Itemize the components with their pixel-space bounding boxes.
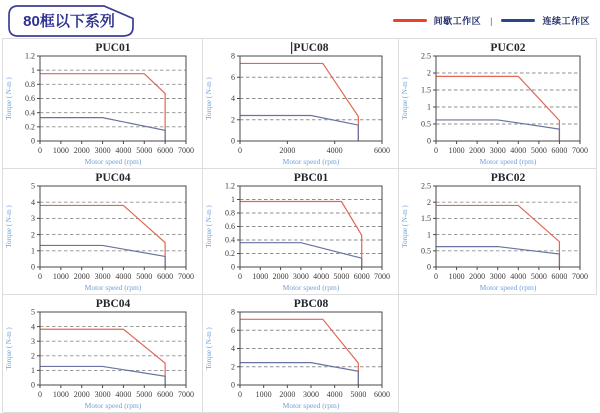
x-tick-label: 6000: [374, 390, 390, 399]
x-tick-label: 4000: [115, 272, 132, 281]
y-tick-label: 1: [427, 102, 431, 112]
x-tick-label: 6000: [157, 272, 174, 281]
chart-cell-PUC02: [399, 39, 597, 169]
legend: [393, 14, 590, 27]
y-tick-label: 2: [427, 197, 431, 207]
text-cursor: [291, 42, 292, 54]
y-tick-label: 3: [31, 336, 35, 346]
x-tick-label: 0: [38, 272, 42, 281]
x-tick-label: 7000: [178, 390, 194, 399]
y-tick-label: 0.6: [225, 222, 235, 232]
charts-grid: [2, 38, 597, 412]
y-tick-label: 2: [31, 351, 35, 361]
x-tick-label: 6000: [551, 146, 568, 155]
intermittent-zone-line: [436, 76, 559, 141]
empty-cell: [399, 295, 597, 413]
intermittent-zone-line: [240, 63, 358, 141]
torque-speed-chart-PBC08: [203, 295, 398, 412]
legend-label-intermittent: 间歇工作区: [433, 16, 482, 26]
x-axis-label: Motor speed (rpm): [479, 157, 537, 166]
y-tick-label: 3: [31, 214, 35, 224]
torque-speed-chart-PUC02: [399, 39, 596, 168]
chart-title: PUC04: [95, 172, 131, 184]
x-tick-label: 0: [434, 146, 438, 155]
y-tick-label: 4: [31, 197, 35, 207]
x-tick-label: 0: [38, 146, 42, 155]
x-tick-label: 3000: [489, 272, 506, 281]
x-tick-label: 5000: [530, 272, 547, 281]
intermittent-zone-line: [40, 74, 165, 141]
continuous-zone-line: [40, 366, 165, 385]
x-tick-label: 3000: [94, 390, 111, 399]
chart-title: PBC01: [293, 172, 329, 184]
intermittent-zone-line: [240, 202, 362, 267]
y-axis-label: Torque ( N-m ): [401, 77, 409, 120]
y-tick-label: 0.6: [25, 94, 35, 104]
y-axis-label: Torque ( N-m ): [5, 77, 13, 120]
x-tick-label: 2000: [73, 146, 90, 155]
series-badge: [7, 4, 135, 38]
x-tick-label: 5000: [333, 272, 350, 281]
y-tick-label: 2.5: [421, 51, 431, 61]
x-tick-label: 4000: [510, 272, 527, 281]
legend-line-intermittent-icon: [393, 19, 427, 22]
y-tick-label: 0: [427, 262, 431, 272]
y-tick-label: 1: [427, 230, 431, 240]
plot-border: [40, 312, 186, 385]
y-axis-label: Torque ( N-m ): [5, 205, 13, 248]
x-tick-label: 3000: [303, 390, 319, 399]
legend-separator: |: [490, 15, 493, 26]
chart-title: PUC01: [95, 42, 131, 54]
y-tick-label: 1: [31, 366, 35, 376]
y-axis-label: Torque ( N-m ): [5, 327, 13, 370]
x-axis-label: Motor speed (rpm): [84, 283, 142, 292]
badge-label: 80框以下系列: [23, 13, 115, 30]
x-tick-label: 1000: [52, 146, 69, 155]
x-tick-label: 6000: [353, 272, 370, 281]
y-tick-label: 0: [231, 380, 235, 390]
plot-border: [436, 56, 580, 141]
x-tick-label: 3000: [94, 146, 111, 155]
x-tick-label: 2000: [272, 272, 289, 281]
continuous-zone-line: [240, 363, 358, 385]
y-tick-label: 8: [231, 307, 235, 317]
y-tick-label: 6: [231, 325, 235, 335]
x-tick-label: 3000: [489, 146, 506, 155]
x-tick-label: 5000: [136, 390, 153, 399]
chart-cell-PBC02: [399, 169, 597, 295]
x-tick-label: 5000: [350, 390, 367, 399]
x-axis-label: Motor speed (rpm): [282, 401, 340, 410]
y-tick-label: 1: [231, 195, 235, 205]
y-axis-label: Torque ( N-m ): [205, 77, 213, 120]
y-tick-label: 2: [231, 362, 235, 372]
x-tick-label: 0: [38, 390, 42, 399]
y-tick-label: 0: [231, 136, 235, 146]
chart-title: PBC02: [490, 172, 526, 184]
continuous-zone-line: [436, 247, 559, 267]
y-tick-label: 1: [31, 246, 35, 256]
torque-speed-chart-PBC01: [203, 169, 398, 294]
chart-title: PUC08: [293, 42, 329, 54]
x-tick-label: 1000: [52, 272, 69, 281]
x-tick-label: 0: [238, 272, 242, 281]
x-axis-label: Motor speed (rpm): [479, 283, 537, 292]
x-tick-label: 4000: [326, 390, 343, 399]
torque-speed-chart-PBC04: [3, 295, 202, 412]
x-tick-label: 5000: [136, 272, 153, 281]
x-tick-label: 3000: [94, 272, 111, 281]
x-tick-label: 7000: [572, 146, 588, 155]
intermittent-zone-line: [240, 319, 358, 385]
y-tick-label: 4: [231, 94, 235, 104]
plot-border: [40, 186, 186, 267]
y-tick-label: 0.8: [25, 80, 35, 90]
y-tick-label: 1.5: [421, 214, 431, 224]
x-tick-label: 0: [434, 272, 438, 281]
continuous-zone-line: [436, 120, 559, 141]
y-tick-label: 1: [31, 65, 35, 75]
x-axis-label: Motor speed (rpm): [84, 401, 142, 410]
y-tick-label: 2.5: [421, 181, 431, 191]
x-tick-label: 6000: [157, 390, 174, 399]
x-tick-label: 2000: [279, 146, 296, 155]
y-tick-label: 0.8: [225, 208, 235, 218]
x-axis-label: Motor speed (rpm): [84, 157, 142, 166]
x-tick-label: 4000: [313, 272, 330, 281]
torque-speed-chart-PUC01: [3, 39, 202, 168]
x-tick-label: 4000: [115, 390, 132, 399]
x-tick-label: 3000: [292, 272, 309, 281]
intermittent-zone-line: [40, 205, 165, 267]
x-tick-label: 0: [238, 146, 242, 155]
x-tick-label: 6000: [157, 146, 174, 155]
x-axis-label: Motor speed (rpm): [282, 283, 340, 292]
legend-line-continuous-icon: [501, 19, 535, 22]
chart-cell-PUC08: [203, 39, 399, 169]
x-tick-label: 7000: [178, 146, 194, 155]
y-tick-label: 0: [31, 380, 35, 390]
x-tick-label: 6000: [374, 146, 390, 155]
y-tick-label: 0.5: [421, 246, 431, 256]
y-tick-label: 5: [31, 307, 35, 317]
chart-cell-PUC01: [3, 39, 203, 169]
y-tick-label: 8: [231, 51, 235, 61]
y-tick-label: 0.4: [25, 108, 35, 118]
intermittent-zone-line: [40, 329, 165, 385]
y-tick-label: 4: [31, 322, 35, 332]
x-tick-label: 1000: [448, 272, 465, 281]
torque-speed-chart-PUC08: [203, 39, 398, 168]
y-axis-label: Torque ( N-m ): [401, 205, 409, 248]
y-axis-label: Torque ( N-m ): [205, 205, 213, 248]
x-tick-label: 5000: [136, 146, 153, 155]
plot-border: [436, 186, 580, 267]
x-axis-label: Motor speed (rpm): [282, 157, 340, 166]
chart-cell-PBC08: [203, 295, 399, 413]
y-tick-label: 1.2: [25, 51, 35, 61]
y-tick-label: 0: [31, 262, 35, 272]
x-tick-label: 7000: [374, 272, 390, 281]
y-tick-label: 2: [231, 115, 235, 125]
y-tick-label: 2: [427, 68, 431, 78]
x-tick-label: 6000: [551, 272, 568, 281]
x-tick-label: 5000: [530, 146, 547, 155]
chart-title: PBC04: [95, 298, 131, 310]
y-tick-label: 6: [231, 72, 235, 82]
x-tick-label: 1000: [448, 146, 465, 155]
y-tick-label: 0.2: [225, 249, 235, 259]
y-tick-label: 0.2: [25, 122, 35, 132]
chart-cell-PUC04: [3, 169, 203, 295]
y-tick-label: 1.2: [225, 181, 235, 191]
legend-label-continuous: 连续工作区: [542, 16, 590, 26]
chart-title: PUC02: [490, 42, 526, 54]
continuous-zone-line: [40, 118, 165, 141]
y-tick-label: 0: [427, 136, 431, 146]
x-tick-label: 1000: [252, 272, 269, 281]
x-tick-label: 0: [238, 390, 242, 399]
y-tick-label: 0: [31, 136, 35, 146]
x-tick-label: 7000: [178, 272, 194, 281]
y-tick-label: 0.5: [421, 119, 431, 129]
continuous-zone-line: [240, 243, 362, 267]
continuous-zone-line: [40, 245, 165, 267]
x-tick-label: 4000: [510, 146, 527, 155]
chart-cell-PBC01: [203, 169, 399, 295]
y-tick-label: 4: [231, 344, 235, 354]
x-tick-label: 4000: [115, 146, 132, 155]
header: [0, 0, 600, 38]
y-tick-label: 1.5: [421, 85, 431, 95]
x-tick-label: 1000: [255, 390, 272, 399]
chart-cell-PBC04: [3, 295, 203, 413]
y-tick-label: 0.4: [225, 235, 235, 245]
y-axis-label: Torque ( N-m ): [205, 327, 213, 370]
x-tick-label: 2000: [73, 272, 90, 281]
y-tick-label: 5: [31, 181, 35, 191]
x-tick-label: 2000: [279, 390, 296, 399]
torque-speed-chart-PUC04: [3, 169, 202, 294]
x-tick-label: 4000: [326, 146, 343, 155]
y-tick-label: 0: [231, 262, 235, 272]
chart-title: PBC08: [293, 298, 329, 310]
x-tick-label: 7000: [572, 272, 588, 281]
x-tick-label: 2000: [469, 272, 486, 281]
y-tick-label: 2: [31, 230, 35, 240]
continuous-zone-line: [240, 116, 358, 142]
x-tick-label: 2000: [469, 146, 486, 155]
intermittent-zone-line: [436, 205, 559, 267]
x-tick-label: 1000: [52, 390, 69, 399]
torque-speed-chart-PBC02: [399, 169, 596, 294]
x-tick-label: 2000: [73, 390, 90, 399]
